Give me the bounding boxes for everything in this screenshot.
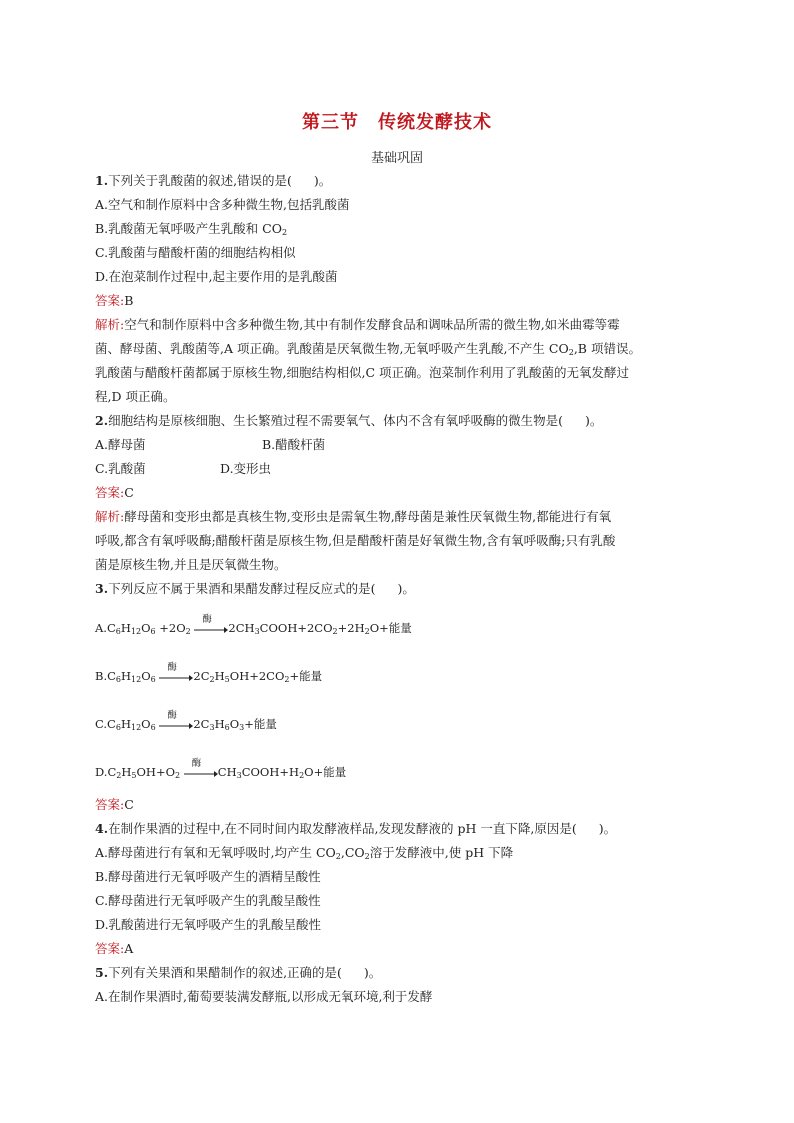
q4-option-b: B.酵母菌进行无氧呼吸产生的酒精呈酸性 [95, 869, 321, 884]
question-2-stem: 2.细胞结构是原核细胞、生长繁殖过程不需要氧气、体内不含有氧呼吸酶的微生物是( )。 [95, 413, 603, 428]
reaction-arrow-b: 酶 [159, 672, 193, 682]
q4-answer: 答案:A [95, 941, 134, 956]
page-title: 第三节 传统发酵技术 [302, 112, 492, 133]
q5-option-a: A.在制作果酒时,葡萄要装满发酵瓶,以形成无氧环境,利于发酵 [95, 989, 433, 1004]
q3-option-a: $A.C_6H_{12}O_6 +2O_2$ 酶 $2CH_3COOH+2CO_2+2H_2O+$能量 [95, 614, 412, 636]
q2-option-c: C.乳酸菌 [95, 461, 146, 476]
reaction-arrow-c: 酶 [159, 720, 193, 730]
q4-option-c: C.酵母菌进行无氧呼吸产生的乳酸呈酸性 [95, 893, 321, 908]
q1-analysis-line-2: 菌、酵母菌、乳酸菌等,A 项正确。乳酸菌是厌氧微生物,无氧呼吸产生乳酸,不产生 $CO_2,B$ 项错误。 [95, 341, 641, 357]
q4-option-a: A.酵母菌进行有氧和无氧呼吸时,均产生 $CO_2,CO_2$溶于发酵液中,使 pH 下降 [95, 845, 514, 861]
question-4-stem: 4.在制作果酒的过程中,在不同时间内取发酵液样品,发现发酵液的 pH 一直下降,原因是( )。 [95, 821, 617, 836]
q1-option-a: A.空气和制作原料中含多种微生物,包括乳酸菌 [95, 197, 350, 212]
q1-option-b: B.乳酸菌无氧呼吸产生乳酸和 $CO_2$ [95, 221, 288, 237]
q2-analysis-line-1: 解析:酵母菌和变形虫都是真核生物,变形虫是需氧生物,酵母菌是兼性厌氧微生物,都能进行有氧 [95, 509, 612, 524]
q1-analysis-line-3: 乳酸菌与醋酸杆菌都属于原核生物,细胞结构相似,C 项正确。泡菜制作利用了乳酸菌的无氧发酵过 [95, 365, 629, 380]
q1-option-d: D.在泡菜制作过程中,起主要作用的是乳酸菌 [95, 269, 338, 284]
q2-option-b: B.醋酸杆菌 [262, 437, 326, 452]
q2-option-d: D.变形虫 [220, 461, 272, 476]
reaction-arrow-a: 酶 [194, 624, 228, 634]
q2-option-a: A.酵母菌 [95, 437, 146, 452]
q3-option-c: $C.C_6H_{12}O_6$ 酶 $2C_3H_6O_3+$能量 [95, 710, 277, 732]
q1-analysis-line-4: 程,D 项正确。 [95, 389, 176, 404]
q4-option-d: D.乳酸菌进行无氧呼吸产生的乳酸呈酸性 [95, 917, 322, 932]
q3-option-d: $D.C_2H_5OH+O_2$ 酶 $CH_3COOH+H_2O+$能量 [95, 758, 347, 780]
question-1-stem: 1.下列关于乳酸菌的叙述,错误的是( )。 [95, 173, 332, 188]
section-heading: 基础巩固 [370, 151, 423, 166]
question-5-stem: 5.下列有关果酒和果醋制作的叙述,正确的是( )。 [95, 965, 382, 980]
q1-analysis-line-1: 解析:空气和制作原料中含多种微生物,其中有制作发酵食品和调味品所需的微生物,如米曲霉等霉 [95, 317, 620, 332]
q1-answer: 答案:B [95, 293, 134, 308]
q3-answer: 答案:C [95, 797, 134, 812]
question-3-stem: 3.下列反应不属于果酒和果醋发酵过程反应式的是( )。 [95, 581, 415, 596]
q2-analysis-line-3: 菌是原核生物,并且是厌氧微生物。 [95, 557, 287, 572]
q2-answer: 答案:C [95, 485, 134, 500]
reaction-arrow-d: 酶 [184, 768, 218, 778]
q2-analysis-line-2: 呼吸,都含有氧呼吸酶;醋酸杆菌是原核生物,但是醋酸杆菌是好氧微生物,含有氧呼吸酶;只有乳酸 [95, 533, 616, 548]
q3-option-b: $B.C_6H_{12}O_6$ 酶 $2C_2H_5OH+2CO_2+$能量 [95, 662, 323, 684]
q1-option-c: C.乳酸菌与醋酸杆菌的细胞结构相似 [95, 245, 296, 260]
